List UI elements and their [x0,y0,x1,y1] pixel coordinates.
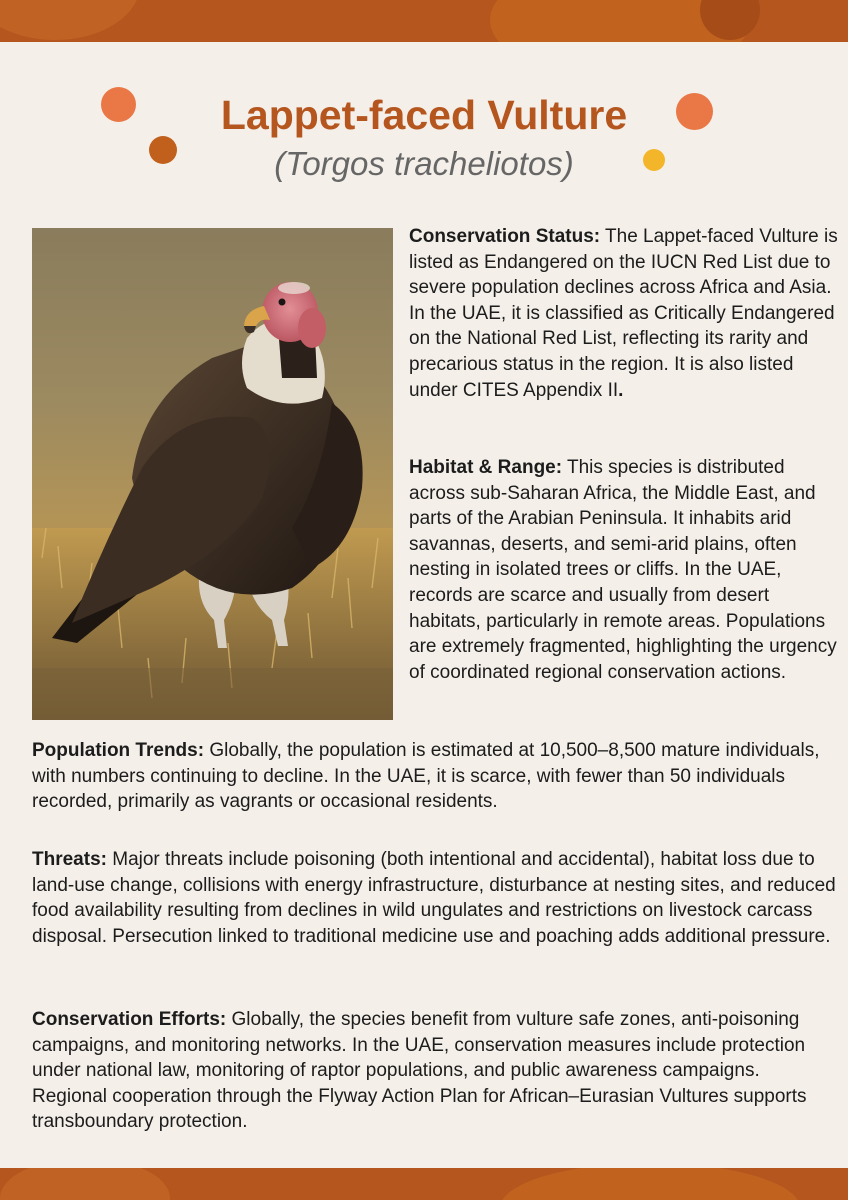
threats-paragraph [32,847,838,949]
bottom-banner [0,1168,848,1200]
habitat-range-text: This species is distributed across sub-Saharan Africa, the Middle East, and parts of the Arabian Peninsula. It inhabits arid savannas, deserts, and semi-arid plains, often nesting in isolated trees or cliffs. In the UAE, records are scarce and usually from desert habitats, particularly in remote areas. Populations are extremely fragmented, highlighting the urgency of coordinated regional conservation actions. [409,457,837,683]
page-title: Lappet-faced Vulture [220,92,628,138]
conservation-efforts-heading: Conservation Efforts: [32,1009,227,1030]
vulture-illustration [32,228,393,720]
conservation-status-end: . [618,379,624,401]
banner-blob [500,1168,800,1200]
population-trends-text: Globally, the population is estimated at 10,500–8,500 mature individuals, with numbers continuing to decline. In the UAE, it is scarce, with fewer than 50 individuals recorded, primarily as vagrants or occasional residents. [32,740,820,813]
top-banner [0,0,848,42]
population-trends-paragraph [32,738,838,815]
conservation-efforts-text: Globally, the species benefit from vulture safe zones, anti-poisoning campaigns, and monitoring networks. In the UAE, conservation measures include protection under national law, monitoring of raptor populations, and public awareness campaigns. Regional cooperation through the Flyway Action Plan for African–Eurasian Vultures supports transboundary protection. [32,1009,807,1133]
habitat-range-paragraph [409,455,839,685]
threats-text: Major threats include poisoning (both intentional and accidental), habitat loss due to land-use change, collisions with energy infrastructure, disturbance at nesting sites, and reduced food availability resulting from declines in wild ungulates and restrictions on livestock carcass disposal. Persecution linked to traditional medicine use and poaching adds additional pressure. [32,849,836,947]
conservation-status-text: The Lappet-faced Vulture is listed as Endangered on the IUCN Red List due to severe population declines across Africa and Asia. In the UAE, it is classified as Critically Endangered on the National Red List, reflecting its rarity and precarious status in the region. It is also listed under CITES Appendix II [409,226,838,401]
threats-heading: Threats: [32,849,107,870]
banner-blob [0,1168,170,1200]
habitat-range-heading: Habitat & Range: [409,457,563,478]
conservation-status-paragraph [409,224,839,403]
conservation-efforts-paragraph [32,1007,838,1135]
conservation-status-heading: Conservation Status: [409,226,601,247]
population-trends-heading: Population Trends: [32,740,205,761]
banner-blob [0,0,140,40]
scientific-name: (Torgos tracheliotos) [274,145,574,182]
vulture-photo [32,228,393,720]
